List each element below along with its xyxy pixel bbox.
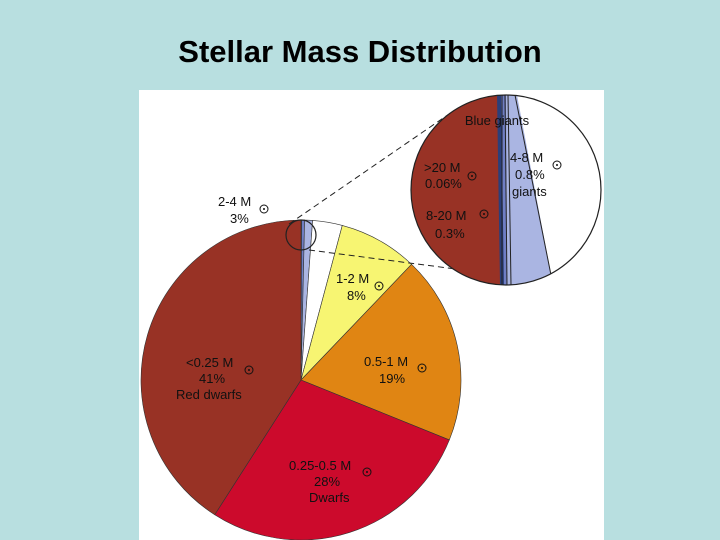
pie-chart <box>139 90 604 540</box>
inset-label-8-20-mass: 8-20 M <box>426 208 467 223</box>
main-pie <box>141 220 461 540</box>
inset-label-gt20-pct: 0.06% <box>425 176 462 191</box>
sun-icon <box>260 205 268 213</box>
label-2-4-pct: 3% <box>230 211 249 226</box>
label-dwarfs-pct: 28% <box>314 474 341 489</box>
slide-title: Stellar Mass Distribution <box>178 34 542 69</box>
label-1-2-pct: 8% <box>347 288 366 303</box>
label-0.5-1-mass: 0.5-1 M <box>364 354 409 369</box>
inset-label-8-20-pct: 0.3% <box>435 226 465 241</box>
inset-label-4-8-pct: 0.8% <box>515 167 545 182</box>
label-dwarfs-name: Dwarfs <box>309 490 350 505</box>
label-1-2-mass: 1-2 M <box>336 271 370 286</box>
chart-figure <box>139 90 604 540</box>
inset-label-4-8-name: giants <box>512 184 547 199</box>
label-0.5-1-pct: 19% <box>379 371 406 386</box>
label-2-4-mass: 2-4 M <box>218 194 252 209</box>
label-red-dwarfs-mass: <0.25 M <box>186 355 234 370</box>
label-red-dwarfs-pct: 41% <box>199 371 226 386</box>
inset-label-blue-giants: Blue giants <box>464 113 530 128</box>
label-dwarfs-mass: 0.25-0.5 M <box>289 458 352 473</box>
label-red-dwarfs-name: Red dwarfs <box>176 387 242 402</box>
inset-label-4-8-mass: 4-8 M <box>510 150 544 165</box>
inset-label-gt20-mass: >20 M <box>424 160 461 175</box>
